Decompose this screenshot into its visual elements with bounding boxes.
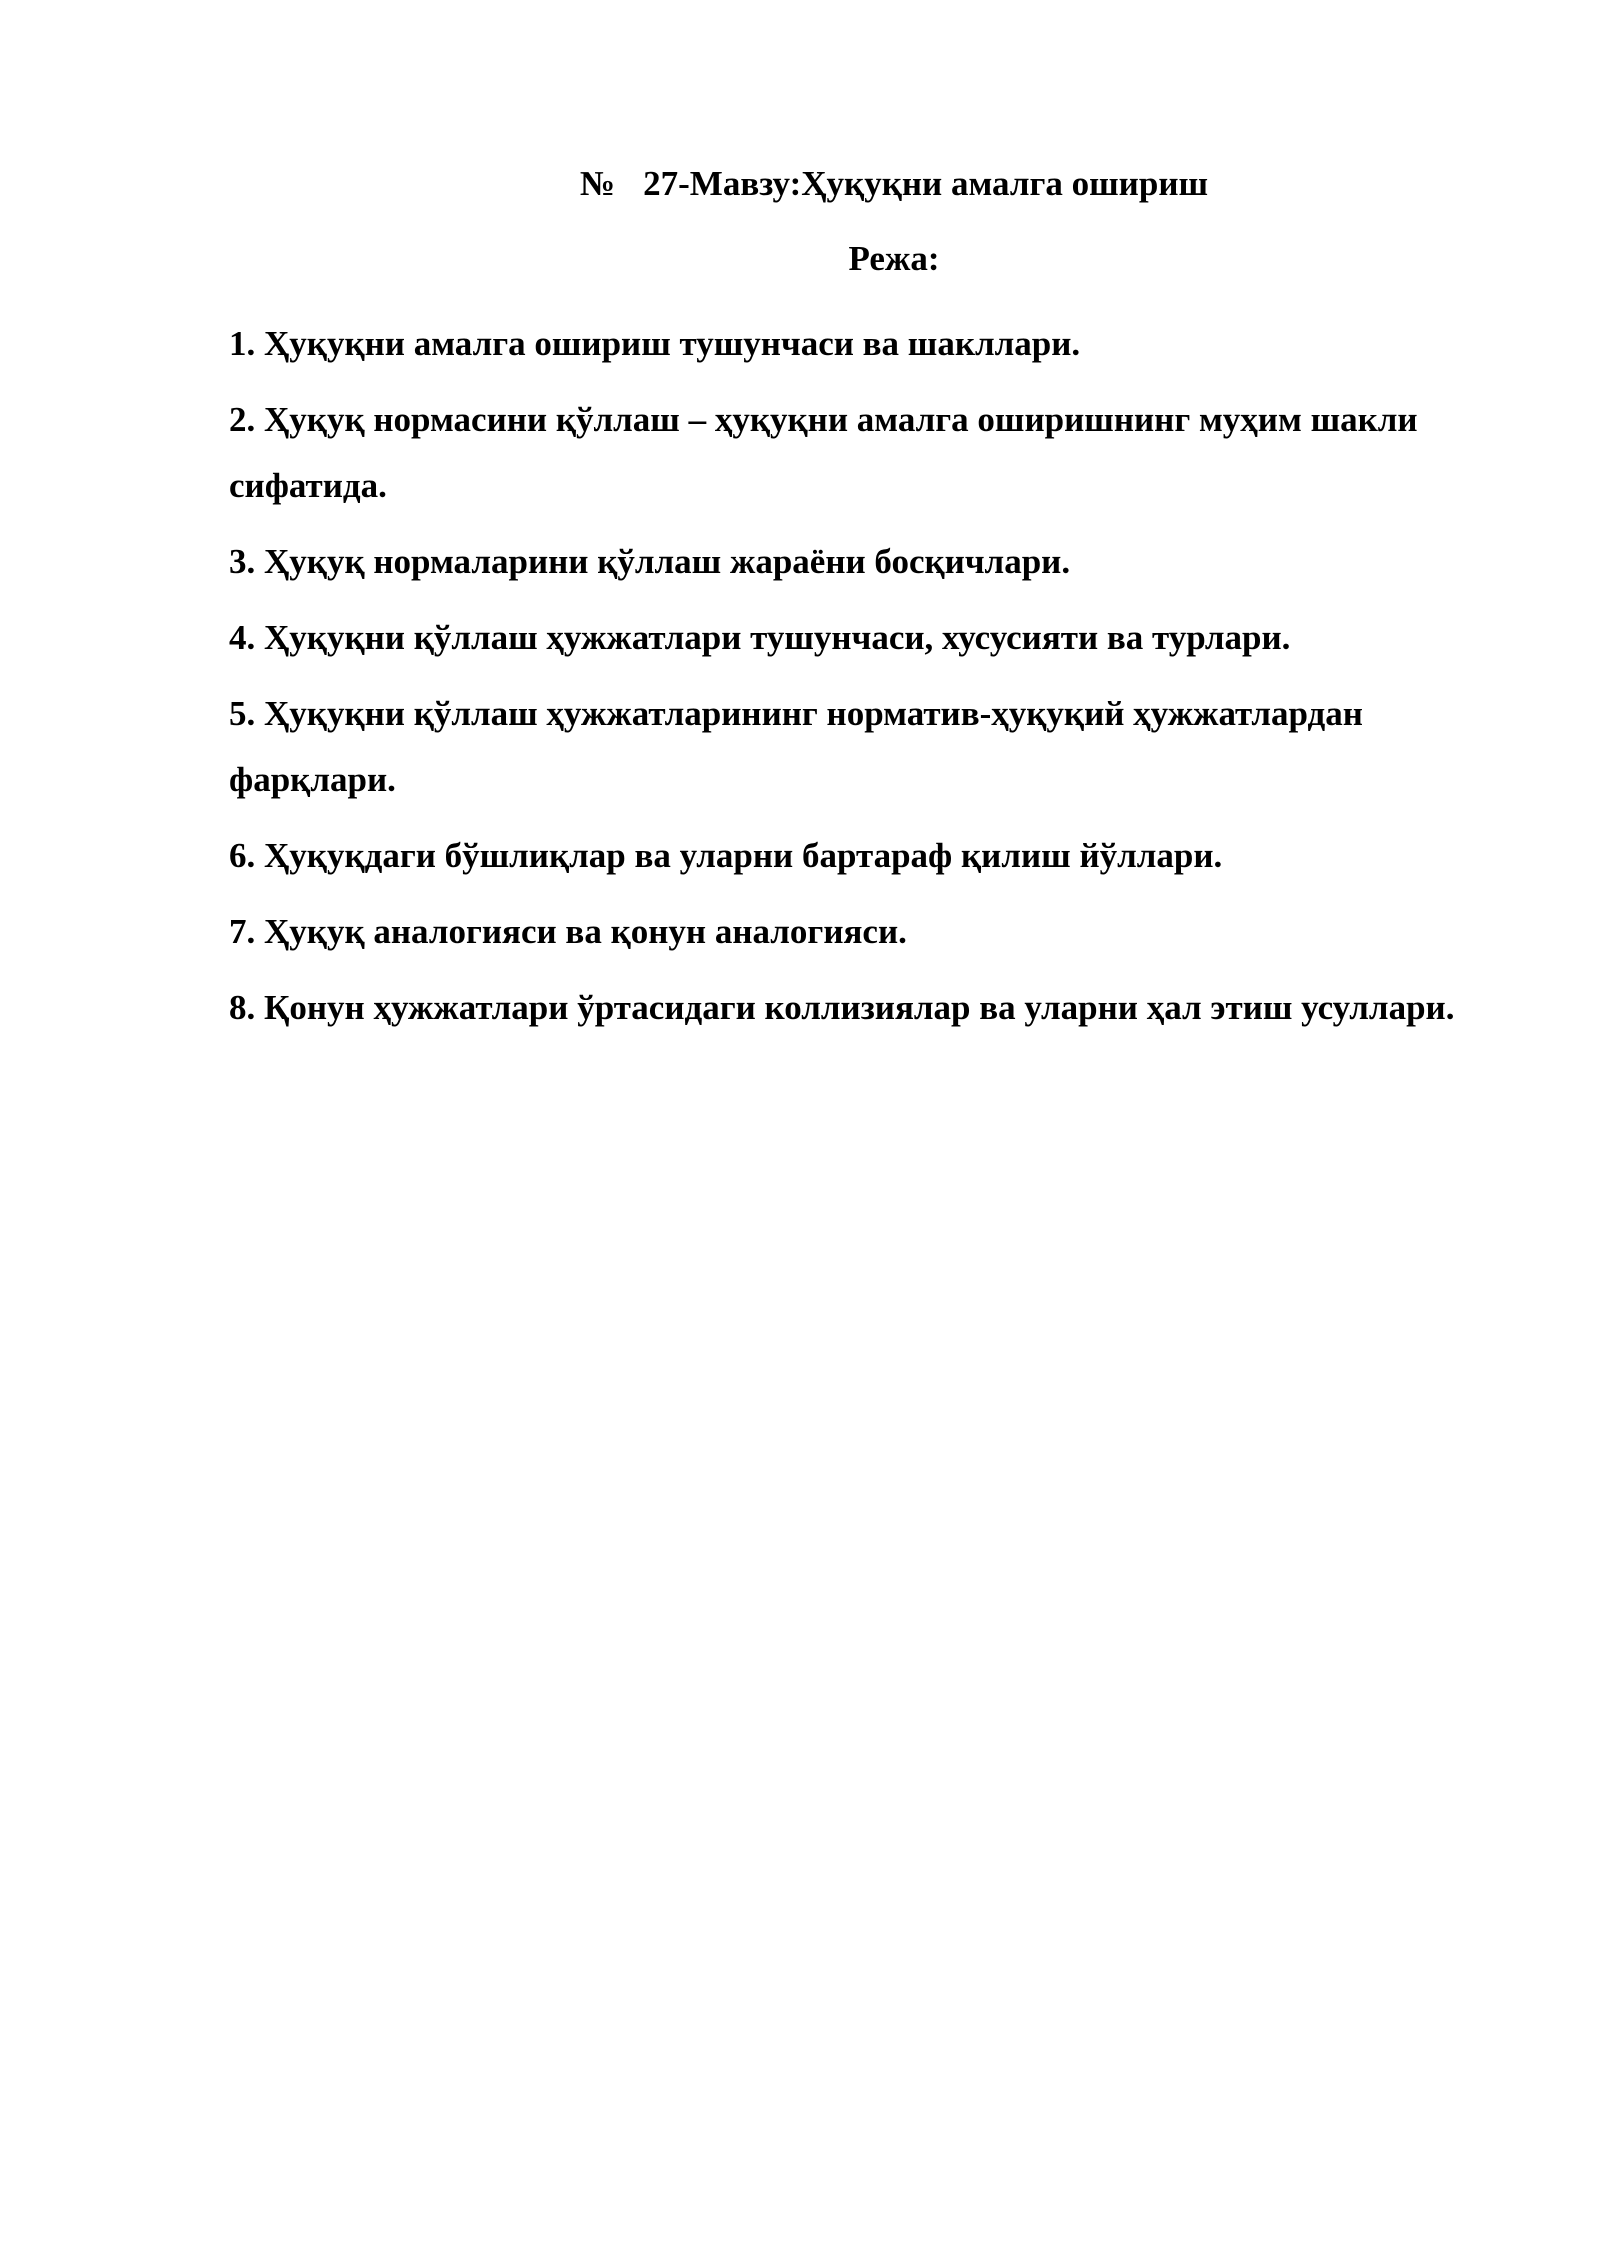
document-content	[229, 160, 1469, 1051]
plan-item-6: 6. Ҳуқуқдаги бўшлиқлар ва уларни бартараф қилиш йўллари.	[229, 836, 1223, 875]
plan-item-1: 1. Ҳуқуқни амалга ошириш тушунчаси ва шакллари.	[229, 324, 1081, 363]
plan-item-5: 5. Ҳуқуқни қўллаш ҳужжатларининг норматив-ҳуқуқий ҳужжатлардан фарқлари.	[229, 694, 1363, 799]
plan-item-8: 8. Қонун ҳужжатлари ўртасидаги коллизиялар ва уларни ҳал этиш усуллари.	[229, 988, 1455, 1027]
plan-item-7: 7. Ҳуқуқ аналогияси ва қонун аналогияси.	[229, 912, 907, 951]
number-sign: №	[579, 164, 616, 203]
plan-item-3: 3. Ҳуқуқ нормаларини қўллаш жараёни босқичлари.	[229, 542, 1071, 581]
plan-item-4: 4. Ҳуқуқни қўллаш ҳужжатлари тушунчаси, хусусияти ва турлари.	[229, 618, 1291, 657]
plan-item-2: 2. Ҳуқуқ нормасини қўллаш – ҳуқуқни амалга оширишнинг муҳим шакли сифатида.	[229, 400, 1418, 505]
page-title	[229, 160, 1469, 208]
plan-list	[229, 311, 1469, 1041]
title-text: 27-Мавзу:Ҳуқуқни амалга ошириш	[643, 164, 1209, 203]
plan-heading: Режа:	[848, 239, 940, 278]
